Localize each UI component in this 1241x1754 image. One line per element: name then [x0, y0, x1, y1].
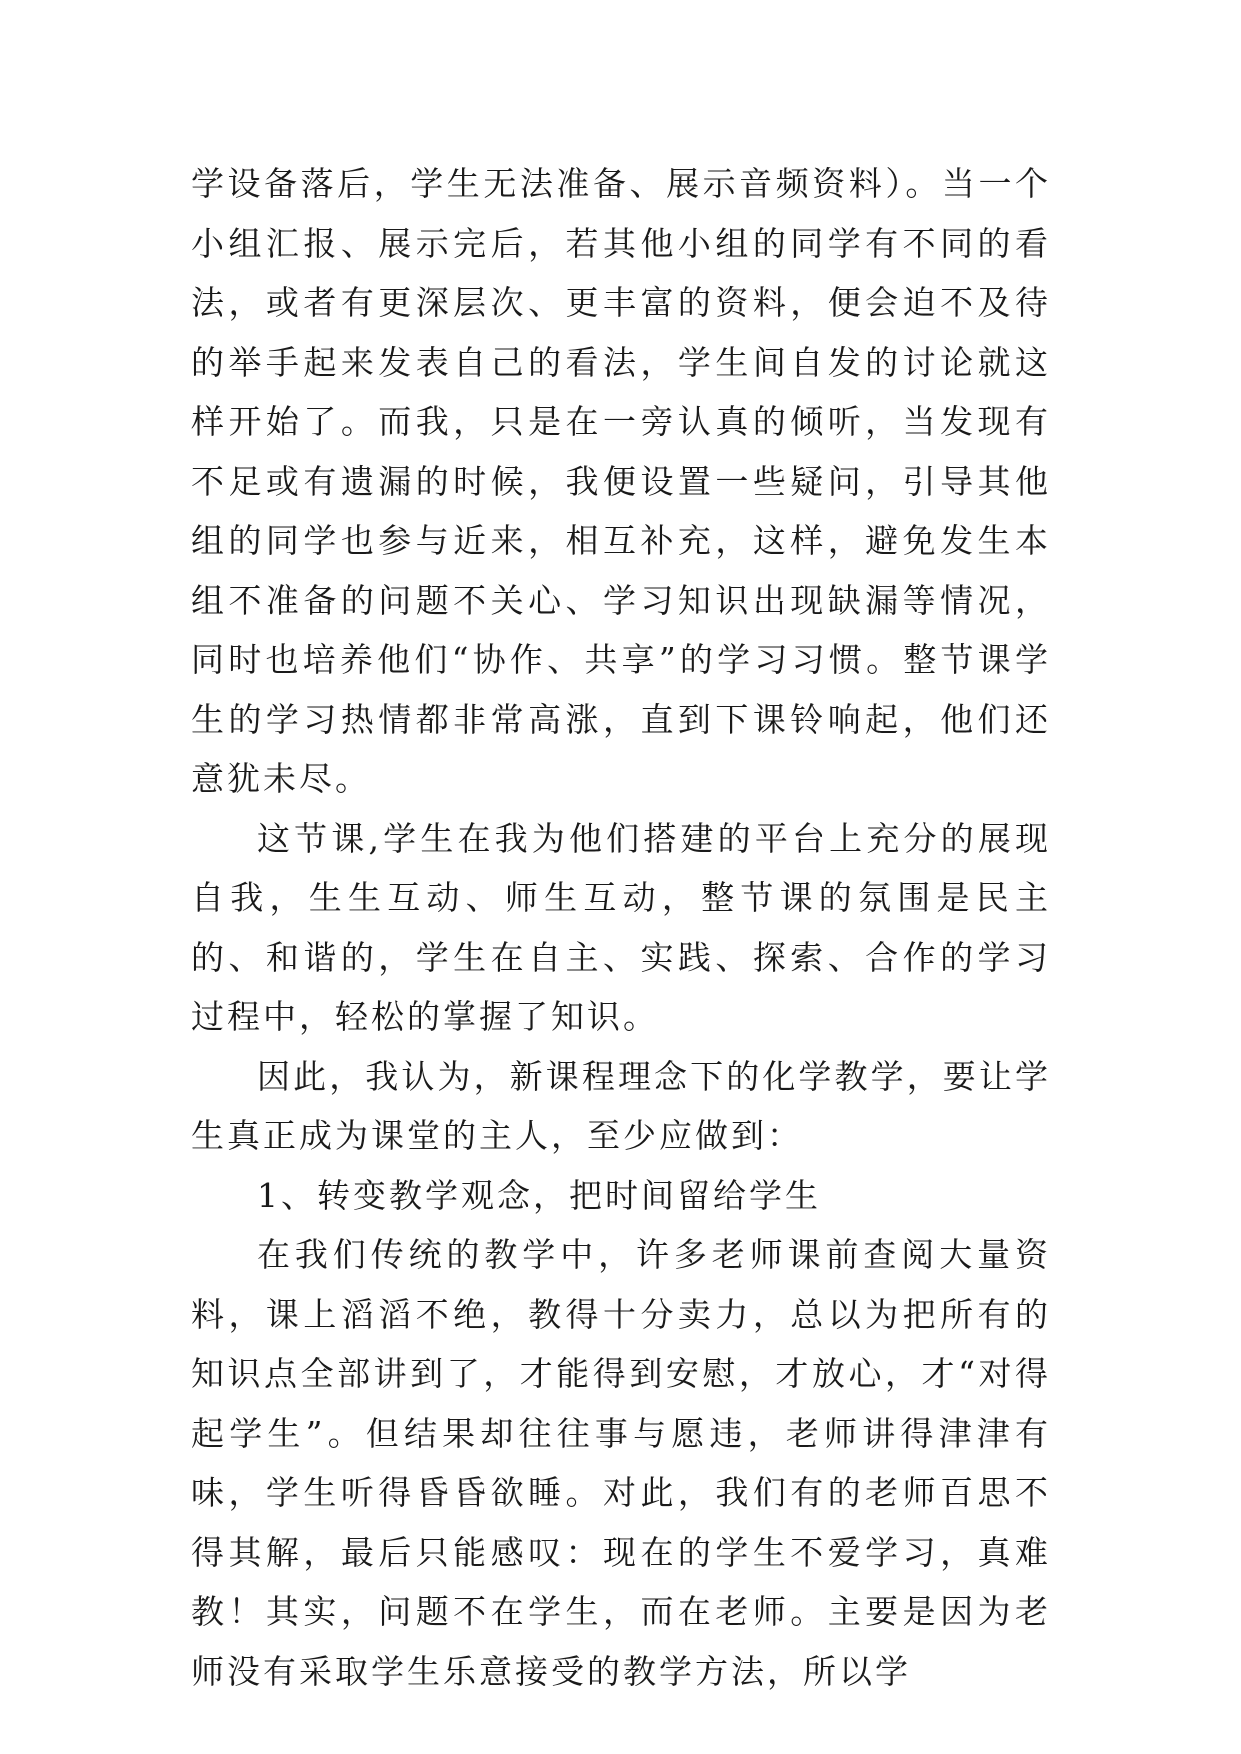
- document-body: [191, 154, 1051, 1701]
- paragraph-continuation: 学设备落后，学生无法准备、展示音频资料）。当一个小组汇报、展示完后，若其他小组的同学有不同的看法，或者有更深层次、更丰富的资料，便会迫不及待的举手起来发表自己的看法，学生间自发的讨论就这样开始了。而我，只是在一旁认真的倾听，当发现有不足或有遗漏的时候，我便设置一些疑问，引导其他组的同学也参与近来，相互补充，这样，避免发生本组不准备的问题不关心、学习知识出现缺漏等情况，同时也培养他们“协作、共享”的学习习惯。整节课学生的学习热情都非常高涨，直到下课铃响起，他们还意犹未尽。: [191, 164, 1051, 798]
- paragraph-conclusion-intro: 因此，我认为，新课程理念下的化学教学，要让学生真正成为课堂的主人，至少应做到：: [191, 1056, 1051, 1155]
- section-heading-1: 1、转变教学观念，把时间留给学生: [257, 1175, 821, 1215]
- paragraph-class-summary: 这节课,学生在我为他们搭建的平台上充分的展现自我，生生互动、师生互动，整节课的氛围是民主的、和谐的，学生在自主、实践、探索、合作的学习过程中，轻松的掌握了知识。: [191, 818, 1051, 1036]
- paragraph-traditional-teaching: 在我们传统的教学中，许多老师课前查阅大量资料，课上滔滔不绝，教得十分卖力，总以为把所有的知识点全部讲到了，才能得到安慰，才放心，才“对得起学生”。但结果却往往事与愿违，老师讲得津津有味，学生听得昏昏欲睡。对此，我们有的老师百思不得其解，最后只能感叹：现在的学生不爱学习，真难教！其实，问题不在学生，而在老师。主要是因为老师没有采取学生乐意接受的教学方法，所以学: [191, 1235, 1051, 1691]
